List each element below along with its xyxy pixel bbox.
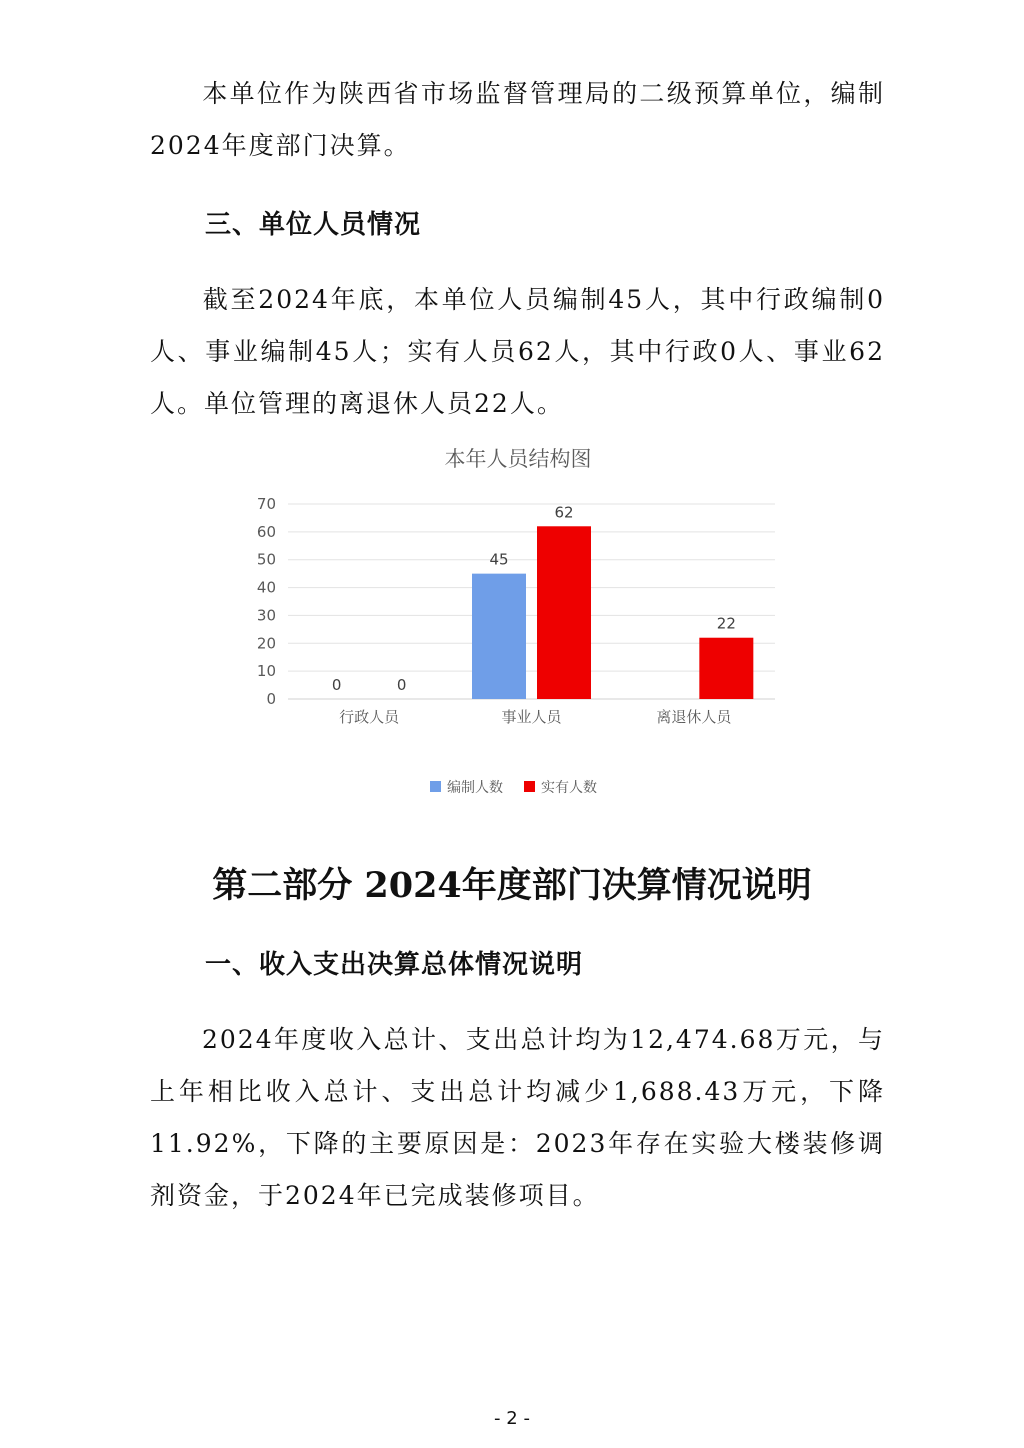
paragraph-income-expense-text: 2024年度收入总计、支出总计均为12,474.68万元，与上年相比收入总计、支出总计均减少1,688.43万元，下降11.92%，下降的主要原因是：2023年存在实验大楼装修调剂资金，于2024年已完成装修项目。	[150, 1025, 885, 1210]
data-label: 0	[331, 676, 342, 694]
paragraph-staff-text: 截至2024年底，本单位人员编制45人，其中行政编制0人、事业编制45人；实有人员62人，其中行政0人、事业62人。单位管理的离退休人员22人。	[150, 285, 885, 418]
chart-title: 本年人员结构图	[444, 447, 592, 471]
staff-structure-chart	[240, 438, 800, 818]
y-tick-label: 20	[256, 634, 276, 653]
page-number: - 2 -	[494, 1408, 530, 1429]
y-tick-label: 70	[256, 495, 276, 513]
x-tick-label: 事业人员	[501, 708, 562, 726]
y-tick-label: 40	[256, 578, 276, 597]
bar-实有人数	[699, 638, 753, 699]
bar-实有人数	[537, 526, 591, 699]
paragraph-staff	[150, 274, 885, 430]
y-tick-label: 10	[256, 662, 276, 681]
y-tick-label: 30	[256, 606, 276, 625]
x-tick-label: 行政人员	[339, 708, 400, 726]
paragraph-income-expense	[150, 1014, 885, 1222]
heading-income-expense: 一、收入支出决算总体情况说明	[205, 950, 584, 980]
y-tick-label: 0	[266, 690, 276, 708]
data-label: 45	[489, 550, 509, 569]
chart-legend	[430, 779, 597, 796]
legend-label: 实有人数	[541, 780, 597, 796]
bar-编制人数	[472, 574, 526, 699]
legend-swatch	[430, 781, 441, 792]
chart-bars	[472, 526, 753, 699]
heading-staff-situation: 三、单位人员情况	[205, 210, 422, 240]
legend-swatch	[524, 781, 535, 792]
x-tick-label: 离退休人员	[656, 708, 732, 726]
paragraph-budget-unit	[150, 68, 885, 172]
data-label: 62	[554, 503, 574, 522]
legend-label: 编制人数	[447, 780, 503, 796]
part-two-title: 第二部分 2024年度部门决算情况说明	[212, 865, 812, 906]
y-tick-label: 50	[256, 550, 276, 569]
data-label: 0	[396, 676, 407, 694]
paragraph-budget-unit-text: 本单位作为陕西省市场监督管理局的二级预算单位，编制2024年度部门决算。	[150, 79, 885, 160]
data-label: 22	[716, 614, 736, 633]
y-tick-label: 60	[256, 522, 276, 541]
